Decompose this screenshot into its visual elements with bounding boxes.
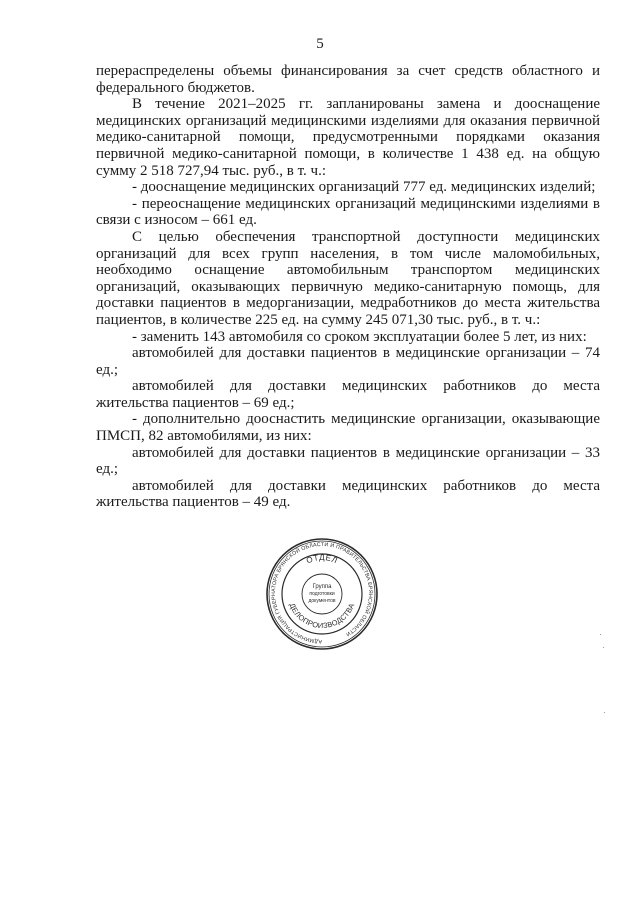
document-body — [96, 63, 600, 511]
paragraph-replace-vehicles: - заменить 143 автомобиля со сроком эксплуатации более 5 лет, из них: — [132, 328, 587, 345]
paragraph-staff-vehicles-49: автомобилей для доставки медицинских работников до места жительства пациентов – 49 ед. — [96, 477, 600, 511]
stamp-center-line-1: Группа — [312, 584, 332, 590]
paragraph-patient-vehicles-33: автомобилей для доставки пациентов в медицинские организации – 33 ед.; — [96, 444, 600, 478]
scan-speck — [600, 634, 601, 635]
paragraph-re-equipment: - переоснащение медицинских организаций медицинскими изделиями в связи с износом – 661 ед. — [96, 195, 600, 229]
paragraph-funding: перераспределены объемы финансирования за счет средств областного и федерального бюджетов. — [96, 63, 600, 96]
paragraph-additional-equipment: - дооснащение медицинских организаций 777 ед. медицинских изделий; — [132, 179, 596, 196]
paragraph-additional-vehicles: - дополнительно дооснастить медицинские организации, оказывающие ПМСП, 82 автомобилями, из них: — [96, 411, 600, 445]
paragraph-staff-vehicles-69: автомобилей для доставки медицинских работников до места жительства пациентов – 69 ед.; — [96, 378, 600, 411]
stamp-inner-bottom-text: ДЕЛОПРОИЗВОДСТВА — [287, 601, 357, 631]
stamp-inner-top-text: ОТДЕЛ — [304, 552, 340, 566]
stamp-outer-text: АДМИНИСТРАЦИЯ ГУБЕРНАТОРА БРЯНСКОЙ ОБЛАСТИ И ПРАВИТЕЛЬСТВА БРЯНСКОЙ ОБЛАСТИ — [270, 541, 374, 645]
scan-speck — [604, 712, 605, 713]
page-number: 5 — [316, 36, 324, 52]
paragraph-transport-access: С целью обеспечения транспортной доступности медицинских организаций для всех групп населения, в том числе маломобильных, необходимо оснащение автомобильным транспортом медицинских организаций, оказывающих первичную медико-санитарную помощь, для доставки пациентов в медорганизации, медработников до места жительства пациентов, в количестве 225 ед. на сумму 245 071,30 тыс. руб., в т. ч.: — [96, 228, 600, 328]
paragraph-equipment-plan: В течение 2021–2025 гг. запланированы замена и дооснащение медицинских организаций медицинскими изделиями для оказания первичной медико-санитарной помощи, предусмотренными порядками оказания первичной медико-санитарной помощи, в количестве 1 438 ед. на общую сумму 2 518 727,94 тыс. руб., в т. ч.: — [96, 96, 600, 179]
paragraph-patient-vehicles-74: автомобилей для доставки пациентов в медицинские организации – 74 ед.; — [96, 345, 600, 378]
office-stamp — [258, 538, 386, 650]
stamp-center-line-2: подготовки — [309, 591, 335, 597]
stamp-center-line-3: документов — [308, 598, 336, 604]
scan-speck — [603, 647, 604, 648]
